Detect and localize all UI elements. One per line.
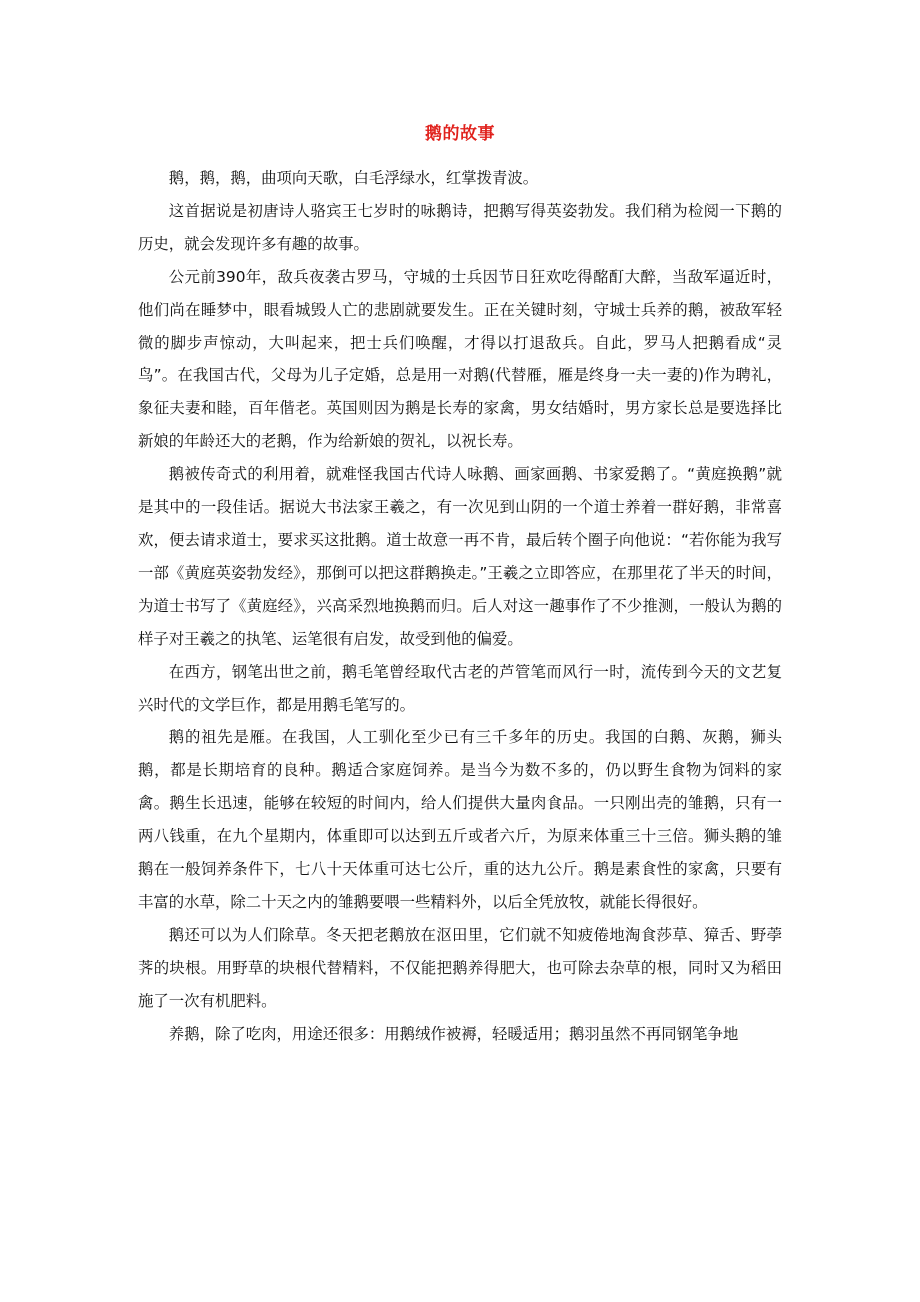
paragraph: 鹅的祖先是雁。在我国，人工驯化至少已有三千多年的历史。我国的白鹅、灰鹅，狮头鹅，都是长期培育的良种。鹅适合家庭饲养。是当今为数不多的，仍以野生食物为饲料的家禽。鹅生长迅速，能够在较短的时间内，给人们提供大量肉食品。一只刚出壳的雏鹅，只有一两八钱重，在九个星期内，体重即可以达到五斤或者六斤，为原来体重三十三倍。狮头鹅的雏鹅在一般饲养条件下，七八十天体重可达七公斤，重的达九公斤。鹅是素食性的家禽，只要有丰富的水草，除二十天之内的雏鹅要喂一些精料外，以后全凭放牧，就能长得很好。 bbox=[138, 728, 782, 911]
document-title: 鹅的故事 bbox=[425, 124, 495, 144]
paragraph: 养鹅，除了吃肉，用途还很多：用鹅绒作被褥，轻暖适用；鹅羽虽然不再同钢笔争地 bbox=[168, 1024, 739, 1043]
paragraph: 鹅被传奇式的利用着，就难怪我国古代诗人咏鹅、画家画鹅、书家爱鹅了。“黄庭换鹅”就是其中的一段佳话。据说大书法家王羲之，有一次见到山阴的一个道士养着一群好鹅，非常喜欢，便去请求道士，要求买这批鹅。道士故意一再不肯，最后转个圈子向他说：“若你能为我写一部《黄庭英姿勃发经》，那倒可以把这群鹅换走。”王羲之立即答应，在那里花了半天的时间，为道士书写了《黄庭经》，兴高采烈地换鹅而归。后人对这一趣事作了不少推测，一般认为鹅的样子对王羲之的执笔、运笔很有启发，故受到他的偏爱。 bbox=[138, 465, 782, 648]
paragraph: 鹅还可以为人们除草。冬天把老鹅放在沤田里，它们就不知疲倦地淘食莎草、獐舌、野荸荠的块根。用野草的块根代替精料，不仅能把鹅养得肥大，也可除去杂草的根，同时又为稻田施了一次有机肥料。 bbox=[138, 925, 782, 1010]
paragraph: 在西方，钢笔出世之前，鹅毛笔曾经取代古老的芦管笔而风行一时，流传到今天的文艺复兴时代的文学巨作，都是用鹅毛笔写的。 bbox=[138, 662, 782, 714]
paragraph: 公元前390年，敌兵夜袭古罗马，守城的士兵因节日狂欢吃得酩酊大醉，当敌军逼近时，他们尚在睡梦中，眼看城毁人亡的悲剧就要发生。正在关键时刻，守城士兵养的鹅，被敌军轻微的脚步声惊动，大叫起来，把士兵们唤醒，才得以打退敌兵。自此，罗马人把鹅看成“灵鸟”。在我国古代，父母为儿子定婚，总是用一对鹅(代替雁，雁是终身一夫一妻的)作为聘礼，象征夫妻和睦，百年偕老。英国则因为鹅是长寿的家禽，男女结婚时，男方家长总是要选择比新娘的年龄还大的老鹅，作为给新娘的贺礼，以祝长寿。 bbox=[138, 267, 782, 451]
paragraph: 这首据说是初唐诗人骆宾王七岁时的咏鹅诗，把鹅写得英姿勃发。我们稍为检阅一下鹅的历史，就会发现许多有趣的故事。 bbox=[138, 201, 782, 253]
paragraph: 鹅，鹅，鹅，曲项向天歌，白毛浮绿水，红掌拨青波。 bbox=[168, 169, 539, 187]
document-body bbox=[138, 162, 782, 1050]
